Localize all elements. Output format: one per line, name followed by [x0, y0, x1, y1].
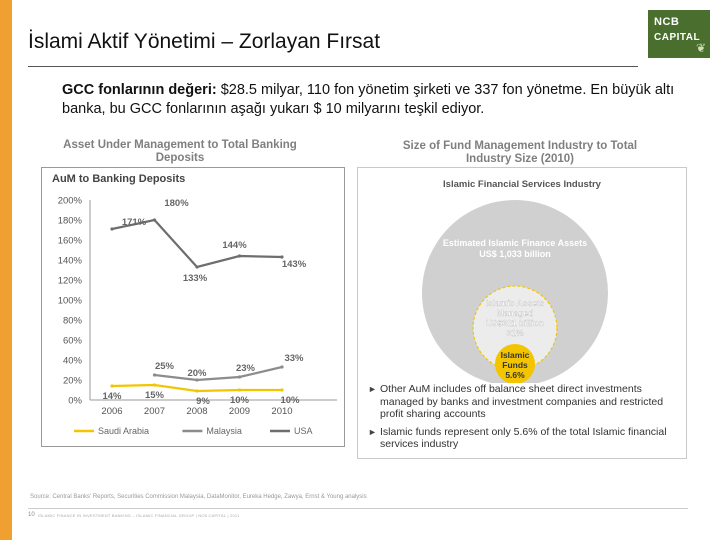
bullet-item — [368, 426, 678, 451]
bullet-list — [368, 383, 678, 456]
footer-note: ISLAMIC FINANCE IN INVESTMENT BANKING – ISLAMIC FINANCIAL GROUP | NCB CAPITAL | 2011 — [38, 513, 240, 518]
accent-bar — [0, 0, 12, 540]
label-line: US$321 billion — [485, 318, 545, 328]
data-label: 10% — [280, 395, 300, 406]
bullet-text: Islamic funds represent only 5.6% of the total Islamic financial services industry — [380, 425, 667, 450]
label-line: Estimated Islamic Finance Assets — [442, 238, 588, 248]
data-label: 144% — [222, 240, 247, 251]
label-line: Islamic — [500, 350, 530, 360]
label-line: Islamic Assets — [485, 298, 545, 308]
y-tick-label: 200% — [57, 195, 82, 207]
data-point — [110, 384, 113, 387]
intro-rest: $28.5 milyar, 110 fon yönetim şirketi ve 337 fon yönetme. En büyük altı banka, bu GCC fonlarının aşağı yukarı $ 10 milyarını teşkil ediyor. — [62, 82, 675, 117]
bullet-text: Other AuM includes off balance sheet direct investments managed by banks and investment companies and restricted profit sharing accounts — [380, 383, 664, 420]
line-chart — [42, 168, 344, 446]
x-tick-label: 2006 — [101, 406, 123, 417]
data-point — [153, 218, 156, 221]
legend-label: USA — [294, 426, 313, 436]
legend-label: Malaysia — [206, 426, 242, 436]
intro-text — [62, 81, 682, 119]
data-point — [238, 254, 241, 257]
right-panel-title: Size of Fund Management Industry to Total Industry Size (2010) — [402, 140, 638, 165]
left-panel-title: Asset Under Management to Total Banking Deposits — [63, 139, 297, 164]
x-tick-label: 2008 — [186, 406, 208, 417]
footer-source: Source: Central Banks' Reports, Securities Commission Malaysia, DataMonitor, Eureka Hedge, Zawya, Ernst & Young analysis — [30, 494, 367, 500]
data-point — [195, 265, 198, 268]
y-tick-label: 60% — [62, 335, 82, 347]
triangle-bullet-icon: ► — [368, 384, 377, 394]
data-label: 33% — [284, 353, 304, 364]
data-label: 15% — [144, 390, 165, 401]
bubble-chart-title: Islamic Financial Services Industry — [443, 179, 601, 190]
label-line: Funds — [502, 360, 528, 370]
data-point — [195, 389, 198, 392]
data-label: 171% — [121, 217, 147, 228]
data-point — [238, 388, 241, 391]
label-line: 5.6% — [505, 370, 525, 380]
y-tick-label: 160% — [57, 235, 82, 247]
data-label: 25% — [154, 361, 175, 372]
x-tick-label: 2010 — [271, 406, 293, 417]
legend-label: Saudi Arabia — [98, 426, 150, 436]
triangle-bullet-icon: ► — [368, 426, 377, 437]
x-tick-label: 2007 — [143, 406, 166, 417]
label-line: 31% — [506, 328, 524, 338]
y-tick-label: 120% — [57, 275, 82, 287]
logo-leaf-icon: ❦ — [695, 41, 706, 55]
data-point — [153, 373, 156, 376]
bubble-chart — [358, 168, 686, 383]
data-point — [110, 227, 113, 230]
y-tick-label: 80% — [62, 315, 82, 327]
data-label: 10% — [229, 395, 250, 406]
title-divider — [28, 66, 638, 67]
data-label: 23% — [235, 363, 256, 374]
data-label: 143% — [281, 259, 307, 270]
y-tick-label: 100% — [57, 295, 82, 307]
logo-line1: NCB — [654, 16, 680, 28]
line-chart-panel — [41, 167, 345, 447]
logo-line2: CAPITAL — [654, 32, 701, 43]
y-tick-label: 0% — [68, 395, 82, 407]
bullet-item — [368, 383, 678, 421]
label-line: Managed — [496, 308, 534, 318]
data-point — [238, 375, 241, 378]
data-point — [280, 365, 283, 368]
data-label: 133% — [182, 273, 208, 284]
x-tick-label: 2009 — [228, 406, 251, 417]
page-number: 10 — [28, 512, 35, 518]
ncb-capital-logo — [648, 10, 710, 58]
y-tick-label: 20% — [62, 375, 82, 387]
footer-divider — [28, 508, 688, 509]
data-label: 20% — [187, 368, 207, 379]
label-line: US$ 1,033 billion — [479, 249, 551, 259]
data-point — [280, 388, 283, 391]
y-tick-label: 180% — [57, 215, 82, 227]
slide-title: İslami Aktif Yönetimi – Zorlayan Fırsat — [28, 30, 381, 53]
data-point — [153, 383, 156, 386]
data-label: 9% — [196, 396, 210, 407]
y-tick-label: 140% — [57, 255, 82, 267]
intro-bold: GCC fonlarının değeri: — [62, 82, 217, 98]
y-tick-label: 40% — [62, 355, 82, 367]
chart-title: AuM to Banking Deposits — [52, 173, 186, 185]
data-label: 180% — [164, 198, 189, 209]
data-label: 14% — [102, 391, 122, 402]
